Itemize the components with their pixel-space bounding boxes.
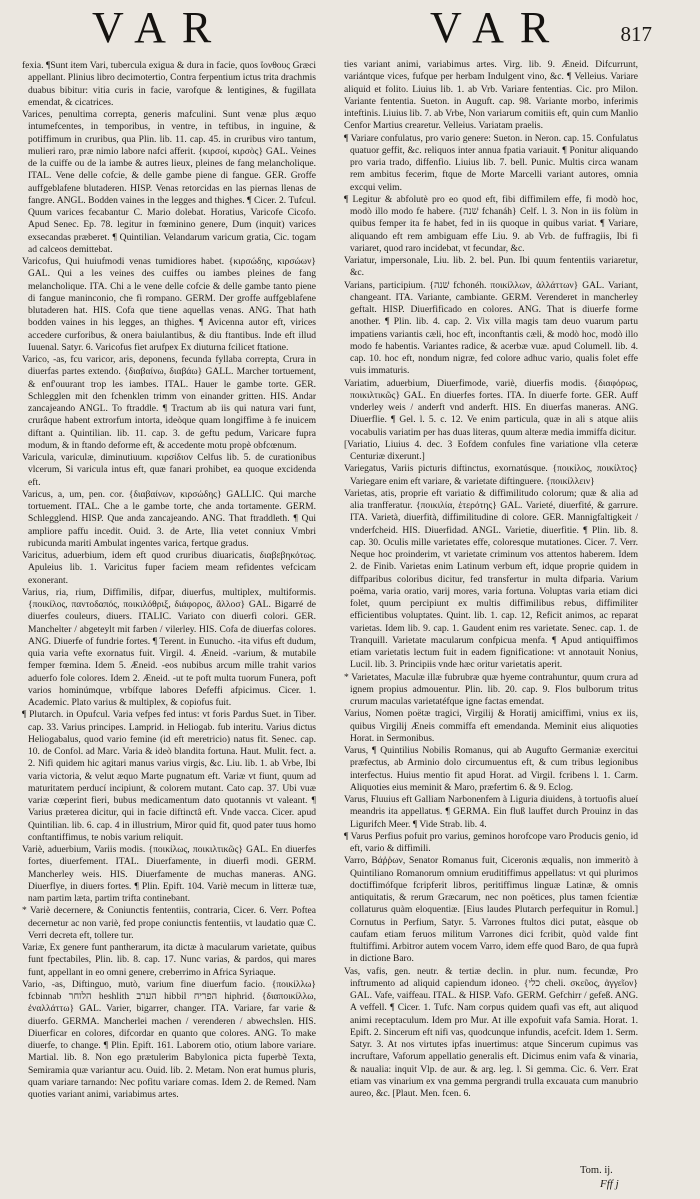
entry-varro: Varro, Βάῤῥων, Senator Romanus fuit, Ciceronis æqualis, non immeritò à Quintiliano Romanorum omnium eruditiffimus appellatus: vt qui plurimos doctiffimófque fcripferit libros, peritiffimus linguæ Latinæ, & omnis antiquitatis, & rerum Græcarum, nec non poëtices, plus tamen fcientiæ collaturus quàm eloquentiæ. [Eius laudes Plutarch perfequitur in Romul.] Cornutus in Perfium, Satyr. 5. Varrones ftultos dici putat, eàsque ob caufam etiam feruos militum Varrones dici fcribit, quòd valde fint ftultiffimi. Arbitror autem vocem Varro, idem effe quod Baro, de qua fuprà in dictione Baro. [344, 855, 638, 965]
page-number: 817 [620, 22, 652, 46]
entry-varie-decernere: * Variè decernere, & Coniunctis fententiis, contraria, Cicer. 6. Verr. Poftea decernetur ac non variè, fed prope coniunctis fententiis, vt laudatio quæ C. Verri decreta eft, tollere tur. [22, 905, 316, 941]
entry-vario-cont: ties variant animi, variabimus artes. Virg. lib. 9. Æneid. Difcurrunt, variántque vices, fufque per herbam Indulgent vino, &c. ¶ Velleius. Variare aliquid et folito. Liuius lib. 1. ab Vrb. Variare fententias. Cic. pro Milon. Variante fententia. Sueton. in Auguft. cap. 98. Variante morbo, inferimis inteftinis. Liuius lib. 7. ab Vrbe, Non variarum comitiis eft, quin cum Manlio Cenfor Martius crearetur. Velleius. Variatam praelis. [344, 59, 638, 132]
entry-varus-persius: ¶ Varus Perfius pofuit pro varius, geminos horofcope varo Producis genio, id eft, vario & diffimili. [344, 830, 638, 854]
running-head-left: VAR [92, 3, 228, 52]
entry-varus-fluuius: Varus, Fluuius eft Galliam Narbonenfem à Liguria diuidens, à tortuofis alueí meandris ita appellatus. ¶ GERMA. Ein fluß lauffet durch Prouinz in das Ligurifch Meer. ¶ Vide Strab. lib. 4. [344, 794, 638, 830]
entry-variatim: Variatim, aduerbium, Diuerfimode, variè, diuerfis modis. {διαφόρως, ποικιλτικῶς} GAL. En diuerfes fortes. ITA. In diuerfe forte. GER. Auff vnderley weis / anderft vnd anderft. HIS. En diuerfas maneras. ANG. Diuerflie. ¶ Gel. l. 5. c. 12. Ve enim particula, quæ in ali s atque aliis vocabulis variatim per has duas literas, quum alteræ media immiffa dicitur. [344, 377, 638, 438]
entry-varicitus: Varicitus, aduerbium, idem eft quod cruribus diuaricatis, διαβεβηκότως. Apuleius lib. 1. Varicitus fuper faciem meam refidentes vefcicam exonerant. [22, 550, 316, 586]
entry-varicofus: Varicofus, Qui huiufmodi venas tumidiores habet. {κιρσώδης, κιρσώων} GAL. Qui a les veines des cuiffes ou iambes pleines de fang melancholique. ITA. Chi a le vene delle cofcie & delle gambe tanto piene di fangue maninconio, che fi rompano. GERM. Der groffe auffgeblafene blutaderen hat. HIS. Cofa que tiene aquellas venas. ANG. That hath bodden vaines in his legges, an thighes. ¶ Avicenna autor eft, virices accedere curforibus, & onera baiulantibus, & diu ftantibus. Inde eft illud Iuuenal. Satyr. 6. Varicofus fiet arufpex Ex diuturna fcilicet ftatione. [22, 256, 316, 353]
entry-varietates: * Varietates, Maculæ illæ fubrubræ quæ hyeme contrahuntur, quum crura ad ignem propius admouentur. Plin. lib. 20. cap. 9. Flos bulborum tritus crurum maculas varietatéfque igne factas emendat. [344, 671, 638, 707]
running-head-right: VAR [430, 3, 566, 52]
entry-varie: Variè, aduerbium, Variis modis. {ποικίλως, ποικιλτικῶς} GAL. En diuerfes fortes, diuerfement. ITAL. Diuerfamente, in diuerfi modi. GERM. Mancherley weis. HIS. Diuerfamente de muchas maneras. ANG. Diuerflye, in diuers fortes. ¶ Plin. Epift. 104. Variè mecum in litteræ tuæ, nam partim læta, partim trifta continebant. [22, 844, 316, 904]
entry-varicus: Varicus, a, um, pen. cor. {διαβαίνων, κιρσώδης} GALLIC. Qui marche tortuement. ITAL. Che a le gambe torte, che anda tortamente. GERM. Schlegglend. HISP. Que anda zancajeando. ANG. That ftraddleth. ¶ Qui ampliore paffu incedit. Ouid. 3. de Arte, Ilia vetet conniux Vmbri rubicunda mariti Ambulat ingentes varica, fertque gradus. [22, 488, 316, 549]
entry-varius-cont: ¶ Plutarch. in Opufcul. Varia vefpes fed intus: vt foris Pardus Suet. in Tiber. cap. 33. Varius principes. Lamprid. in Heliogab. fub interitu. Varius dictus Heliogabalus, quod vario femine (id eft meretricio) natus fit. Senec. cap. 10. de Confol. ad Marc. Varia & ideò blandita fortuna. Haut. Mulit. fect. a. 2. Nifi quidem hic agitari manus varius virgis, &c. Liu. lib. 1. ab Vrbe, Ibi varia victoria, & velut æquo Marte pugnatum eft. Variæ vt fiunt, quum ad maturitatem perducí incipiunt, & colorem mutant. Cato cap. 37. Ubi vuæ variæ cœperint fieri, bubus medicamentum dato quotannis vt valeant. ¶ Varius præterea dicitur, qui in facie diftinctâ eft. Vnde vacca. Cicer. apud Quintilian. lib. 6. cap. 4 in illustrium, Miror quid fit, quod pater tuus homo conftantiffimus, te nobis varium reliquit. [22, 709, 316, 843]
entry-varicula: Varicula, variculæ, diminutiuum. κιρσίδιον Celfus lib. 5. de curationibus vlcerum, Si varicula intus eft, quæ fanari prohibet, ea quoque excidenda eft. [22, 452, 316, 488]
entry-varius: Varius, ria, rium, Diffimilis, difpar, diuerfus, multiplex, multiformis. {ποικίλος, παντοδαπός, ποικιλόθριξ, διάφορος, ἄλλοσ} GAL. Bigarré de diuerfes couleurs, diuers. ITALIC. Variato con diuerfi colori. GER. Manchelter / abgeteylt mit farben / vilerley. HIS. Cofa de diuerfas colores. ANG. Diuerfe of fundrie fortes. ¶ Terent. in Eunucho. -ita vifus eft dudum, quia varia vefte exornatus fuit. Virgil. 4. Æneid. -varium, & mutabile femper fœmina. Idem 5. Æneid. -eos nubibus arcum mille trahit varios aduerfo fole colores. Idem 2. Æneid. -ut te poft multa tuorum Funera, poft varios hominúmque, vrbífque labores Defeffi afpicimus. Cicer. 1. Academic. Plato varius & multiplex, & copiofus fuit. [22, 586, 316, 708]
right-column [344, 59, 638, 1100]
entry-varus-quintilius: Varus, ¶ Quintilius Nobilis Romanus, qui ab Augufto Germaniæ exercitui præfectus, ab Arminio dolo circumuentus eft, & cum tribus legionibus interfectus. Huius mentio fit apud Horat. ad Virgil. fcribens l. 1. Carm. Aliquoties eius meminit & Maro, præfertim 6. & 9. Eclog. [344, 745, 638, 793]
entry-variare-absolute: ¶ Legitur & abfolutè pro eo quod eft, fibi diffimilem effe, fi modò hoc, modò illo modo fe habere. {שׁנה fchanáh} Celf. l. 3. Non in iis folùm in quibus femper ita fe habet, fed in iis quoque in quibus variat. ¶ Variare, aliquando eft rem ambiguam effe Liu. 9. ab Vrb. de fuffragiis, Ibi fi variaret, quod raro incidebat, vt fecundar, &c. [344, 193, 639, 254]
entry-vas: Vas, vafis, gen. neutr. & tertiæ declin. in plur. num. fecundæ, Pro inftrumento ad aliquid capiendum idoneo. {כלי cheli. σκεῦος, ἀγγεῖον} GAL. Vafe, vaiffeau. ITAL. & HISP. Vafo. GERM. Gefchirr / gefeß. ANG. A veffell. ¶ Cicer. 1. Tufc. Nam corpus quidem quafi vas eft, aut aliquod animi receptaculum. Idem pro Mur. At ille expofuit vafa Samia. Horat. 1. Epift. 2. Sincerum eft nifi vas, quodcunque infundis, acefcit. Idem 1. Serm. Satyr. 3. At nos virtutes ipfas inuertimus: atque Sincerum cupimus vas incruftare, Vaforum appellatio generalis eft. Dicimus enim vafa & vinaria, & naualia: inquit Vlp. de aur. & arg. leg. l. Si gemma. Cic. 6. Verr. Erat etiam vas vinarium ex vna gemma pergrandi trulla excauata cum manubrio aureo, &c. [Plaut. Men. fcen. 6. [344, 965, 638, 1099]
entry-varices: Varices, penultima correpta, generis mafculini. Sunt venæ plus æquo intumefcentes, in temporibus, in ventre, in teftibus, in inguine, & potiffimum in cruribus, qua Plin. lib. 11. cap. 45. in cruribus viro tantum, mulieri raro, præ nimio labore nafci afferit. {κιρσοί, κιρσὸς} GAL. Veines de la cuiffe ou de la iambe & autres lieux, pleines de fang melancholique. ITAL. Vene delle cofcie, & delle gambe piene di fangue. GER. Groffe auffgeblafene blutaderen. HISP. Venas retorcidas en las piernas llenas de fangre. ANGL. Bodden vaines in the legges and thighes. ¶ Cicer. 2. Tufcul. Quum varices fecabantur C. Mario dolebat. Horatius, Varicofe Cicofo. Apud Senec. Ep. 78. legitur in fœminino genere, Dum (inquit) varices exsecandas præberet. ¶ Quintilian. Velandarum varicum gratia, Cic. togam ad calceos demittebat. [22, 109, 316, 255]
entry-varietas: Varietas, atis, proprie eft variatio & diffimilitudo colorum; quæ & alia ad alia tranfferatur. {ποικιλία, ἑτερότης} GAL. Varieté, diuerfité, & garrure. ITA. Varietà, diuerfità, diffimilitudine di colore. GER. Mannigfaltigkeit / vnderfcheid. HIS. Diuerfidad. ANGL. Varietie, diuerfitie. ¶ Plin. lib. 8. cap. 30. Oculis mille varietates effe, coloresque mutationes. Cicer. 7. Verr. Neque hoc proinderim, vt varietate criminum vos attentos haberem. Idem 2. de Finib. Varietas enim Latinum verbum eft, idque proprie quidem in diffparibus coloribus dicitur, fed transfertur in multa difparia. Varium poëma, varia oratio, varij mores, varia fortuna. Voluptas varia etiam dici folet, quum percipiunt ex multis diffimilibus rebus, diffimiliter efficientibus voluptates. Quint. lib. 1. cap. 12, Reficit animos, ac reparat varietas. Idem lib. 9. cap. 1. Gaudent enim res varietate. Senec. cap. 1. de Tranquill. Varietate macularum confpicua menfa. ¶ Apud antiquiffimos etiam varietatis lectum fuit in eadem fignificatione: vt annotauit Nonius, Lucil. lib. 3. Principiis vnde hæc oritur varietatis aperit. [344, 487, 638, 671]
catchword: Fff j [600, 1178, 619, 1190]
left-column [22, 60, 316, 1101]
entry-variegatus: Variegatus, Variis picturis diftinctus, exornatúsque. {ποικίλος, ποικίλτος} Variegare enim eft variare, & varietate diftinguere. {ποικίλλειν} [344, 463, 638, 487]
entry-variare-consulatus: ¶ Variare confulatus, pro vario genere: Sueton. in Neron. cap. 15. Confulatus quatuor geffit, &c. reliquos inter annua fpatia variauit. ¶ Ponitur aliquando pro varia trado, diffenfio. Liuius lib. 7. bell. Punic. Multis circa wanam rem ambitus fecerim, ftque de Morte Marcelli variant autores, omnia excqui velim. [344, 132, 638, 193]
entry-variatio: [Variatio, Liuius 4. dec. 3 Eofdem confules fine variatione vlla ceteræ Centuriæ dixerunt.] [344, 438, 638, 462]
entry-vario: Vario, -as, Diftinguo, mutò, varium fine diuerfum facio. {ποικίλλω} fcbinnab הלוחר heshlith הערב hibbil הפריח hiphrid. {διαποικίλλω, ἐναλλάττω} GAL. Varier, bigarrer, changer. ITA. Variare, far varie & diuerfo. GERMA. Mancherlei machen / verenderen / abwechslen. HIS. Diuerficar en colores, difcordar en quanto que colores. ANG. To make diuerfe, to change. ¶ Plin. Epift. 161. Laborem otio, otium labore variare. Martial. lib. 8. Non ego prætulerim Babylonica picta fuperbè Texta, Semiramia quæ variantur acu. Ouid. lib. 2. Metam. Non erat humus pluris, quam variare tarnando: Nec pofitu variare comas. Idem 2. de Remed. Nam quoties variant animi, variabimus artes. [22, 978, 316, 1100]
entry-varico: Varico, -as, fcu varicor, aris, deponens, fecunda fyllaba correpta, Crura in diuerfas partes extendo. {διαβαίνω, διαβάω} GALL. Marcher tortuement, & enf'ouurant trop les iambes. ITAL. Hauer le gambe torte. GER. Schlegglen mit den fchenklen trimm von einander gritten. HIS. Andar zancajeando ANGL. To ftraddle. ¶ Tractum ab iis qui natura vari funt, crurâque habent extrorfum intorta, ideòque quam longiffime à fe inuicem diftant a. Quintilian. lib. 11. cap. 3. de geftu pedum, Varicare fupra modum, & in ftando deforme eft, & accedente motu propè obfcœnum. [22, 354, 316, 451]
entry-variae: Variæ, Ex genere funt pantherarum, ita dictæ à macularum varietate, quibus funt fpectabiles, Plin. lib. 8. cap. 17. Nunc varias, & pardos, qui mares funt, appellant in eo omni genere, creberrimo in Africa Syriaque. [22, 942, 316, 978]
entry-varius-poeta: Varius, Nomen poëtæ tragici, Virgilij & Horatij amiciffimi, vnius ex iis, quibus Virgilij Æneis commiffa eft emendanda. Meminit eius aliquoties Horat. in Sermonibus. [344, 708, 638, 744]
signature-mark: Tom. ij. [580, 1165, 613, 1176]
entry-fexia: fexia. ¶Sunt item Vari, tubercula exigua & dura in facie, quos ἴονθους Græci appellant. Plinius libro decimotertio, Contra ferpentium ictus trita drachmis duabus bibitur: vitia curis in facie, varofque & lentigines, & fugillata emendat, & cicatrices. [22, 60, 316, 108]
entry-variatur: Variatur, impersonale, Liu. lib. 2. bel. Pun. Ibi quum fententiis variaretur, &c. [344, 255, 638, 279]
entry-varians: Varians, participium. {שׁנה fchonéh. ποικίλλων, ἀλλάττων} GAL. Variant, changeant. ITA. Variante, cambiante. GERM. Verenderet in mancherley geftalt. HISP. Diuerfificado en colores. ANG. That is diuerfe forme another. ¶ Plin. lib. 4. cap. 2. Vix villa magis tam deuo vuarum partu impatiens variantis cæli, hoc eft, inconftantis cæli, & modò hoc, modò illo modo fe habentis. Variantes radice, & acerbæ vuæ. apud Columell. lib. 4. cap. 10. hoc eft, nondum nigræ, fed colore adhuc vario, qualis folet effe vuis immaturis. [344, 279, 638, 377]
